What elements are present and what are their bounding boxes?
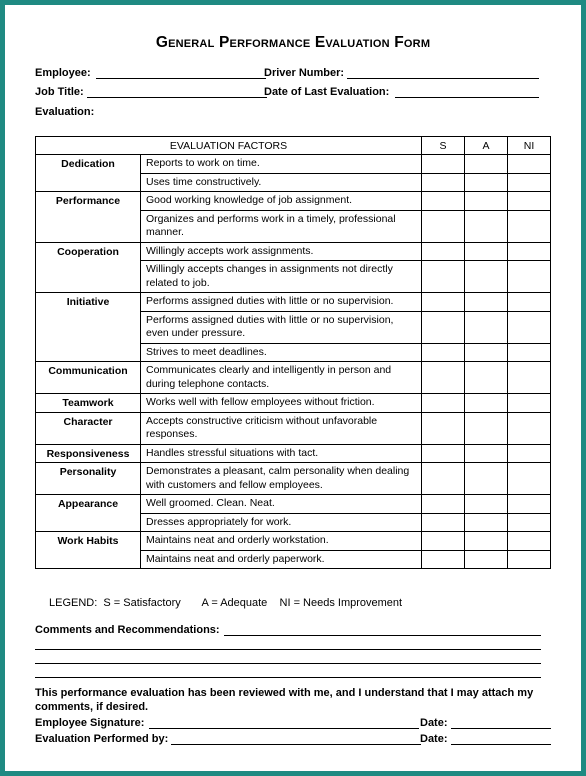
rating-a-cell[interactable] xyxy=(465,532,508,551)
rating-s-cell[interactable] xyxy=(422,192,465,211)
rating-a-cell[interactable] xyxy=(465,343,508,362)
rating-a-cell[interactable] xyxy=(465,155,508,174)
rating-ni-cell[interactable] xyxy=(508,495,551,514)
evaluation-factors-header: EVALUATION FACTORS xyxy=(36,137,422,155)
table-row xyxy=(36,394,551,413)
rating-s-cell[interactable] xyxy=(422,173,465,192)
factor-item: Communicates clearly and intelligently in person and during telephone contacts. xyxy=(141,362,422,394)
form-title: General Performance Evaluation Form xyxy=(155,34,431,51)
rating-a-cell[interactable] xyxy=(465,394,508,413)
legend: LEGEND: S = Satisfactory A = Adequate NI = Needs Improvement xyxy=(49,597,403,609)
factor-item: Reports to work on time. xyxy=(141,155,422,174)
factor-item: Well groomed. Clean. Neat. xyxy=(141,495,422,514)
factor-item: Willingly accepts changes in assignments not directly related to job. xyxy=(141,261,422,293)
rating-s-cell[interactable] xyxy=(422,513,465,532)
factor-category: Dedication xyxy=(36,155,141,192)
rating-a-cell[interactable] xyxy=(465,495,508,514)
rating-s-cell[interactable] xyxy=(422,155,465,174)
employee-date-field[interactable] xyxy=(451,717,551,729)
rating-ni-cell[interactable] xyxy=(508,412,551,444)
factor-item: Handles stressful situations with tact. xyxy=(141,444,422,463)
job-title-field[interactable] xyxy=(87,86,267,98)
rating-ni-cell[interactable] xyxy=(508,362,551,394)
table-row xyxy=(36,242,551,261)
rating-ni-cell[interactable] xyxy=(508,173,551,192)
rating-s-cell[interactable] xyxy=(422,210,465,242)
rating-a-cell[interactable] xyxy=(465,192,508,211)
rating-ni-cell[interactable] xyxy=(508,444,551,463)
satisfactory-header: S xyxy=(422,137,465,155)
rating-ni-cell[interactable] xyxy=(508,261,551,293)
factor-item: Maintains neat and orderly workstation. xyxy=(141,532,422,551)
rating-s-cell[interactable] xyxy=(422,550,465,569)
evaluation-table xyxy=(35,136,551,569)
rating-ni-cell[interactable] xyxy=(508,532,551,551)
rating-a-cell[interactable] xyxy=(465,173,508,192)
rating-a-cell[interactable] xyxy=(465,362,508,394)
table-row xyxy=(36,293,551,312)
employee-field[interactable] xyxy=(96,67,266,79)
employee-date-label: Date: xyxy=(420,717,448,729)
rating-ni-cell[interactable] xyxy=(508,550,551,569)
factor-category: Initiative xyxy=(36,293,141,362)
factor-category: Personality xyxy=(36,463,141,495)
rating-s-cell[interactable] xyxy=(422,362,465,394)
evaluator-date-label: Date: xyxy=(420,733,448,745)
rating-a-cell[interactable] xyxy=(465,463,508,495)
evaluation-label: Evaluation: xyxy=(35,106,95,118)
rating-a-cell[interactable] xyxy=(465,293,508,312)
rating-ni-cell[interactable] xyxy=(508,311,551,343)
rating-a-cell[interactable] xyxy=(465,210,508,242)
rating-s-cell[interactable] xyxy=(422,463,465,495)
comments-line[interactable] xyxy=(224,635,541,636)
rating-a-cell[interactable] xyxy=(465,261,508,293)
last-evaluation-label: Date of Last Evaluation: xyxy=(264,86,390,98)
rating-ni-cell[interactable] xyxy=(508,293,551,312)
job-title-label: Job Title: xyxy=(35,86,84,98)
evaluator-date-field[interactable] xyxy=(451,733,551,745)
rating-a-cell[interactable] xyxy=(465,513,508,532)
employee-signature-field[interactable] xyxy=(149,717,419,729)
rating-s-cell[interactable] xyxy=(422,242,465,261)
comments-line[interactable] xyxy=(35,677,541,678)
factor-category: Responsiveness xyxy=(36,444,141,463)
factor-item: Organizes and performs work in a timely, professional manner. xyxy=(141,210,422,242)
rating-s-cell[interactable] xyxy=(422,495,465,514)
factor-item: Performs assigned duties with little or no supervision, even under pressure. xyxy=(141,311,422,343)
factor-item: Demonstrates a pleasant, calm personality when dealing with customers and fellow employees. xyxy=(141,463,422,495)
factor-category: Teamwork xyxy=(36,394,141,413)
factor-item: Uses time constructively. xyxy=(141,173,422,192)
rating-ni-cell[interactable] xyxy=(508,155,551,174)
acknowledgement-statement: This performance evaluation has been reviewed with me, and I understand that I may attach my comments, if desired. xyxy=(35,687,534,713)
factor-item: Good working knowledge of job assignment. xyxy=(141,192,422,211)
rating-s-cell[interactable] xyxy=(422,394,465,413)
factor-category: Cooperation xyxy=(36,242,141,293)
rating-s-cell[interactable] xyxy=(422,293,465,312)
performed-by-label: Evaluation Performed by: xyxy=(35,733,169,745)
comments-label: Comments and Recommendations: xyxy=(35,624,220,636)
factor-item: Maintains neat and orderly paperwork. xyxy=(141,550,422,569)
adequate-header: A xyxy=(465,137,508,155)
factor-item: Performs assigned duties with little or no supervision. xyxy=(141,293,422,312)
table-row xyxy=(36,192,551,211)
employee-signature-label: Employee Signature: xyxy=(35,717,145,729)
table-header-row xyxy=(36,137,551,155)
rating-ni-cell[interactable] xyxy=(508,242,551,261)
rating-s-cell[interactable] xyxy=(422,311,465,343)
table-row xyxy=(36,412,551,444)
table-row xyxy=(36,362,551,394)
comments-line[interactable] xyxy=(35,663,541,664)
rating-s-cell[interactable] xyxy=(422,444,465,463)
driver-number-field[interactable] xyxy=(347,67,539,79)
needs-improvement-header: NI xyxy=(508,137,551,155)
table-row xyxy=(36,532,551,551)
rating-ni-cell[interactable] xyxy=(508,343,551,362)
employee-label: Employee: xyxy=(35,67,91,79)
rating-s-cell[interactable] xyxy=(422,343,465,362)
rating-s-cell[interactable] xyxy=(422,412,465,444)
comments-line[interactable] xyxy=(35,649,541,650)
table-row xyxy=(36,463,551,495)
rating-ni-cell[interactable] xyxy=(508,513,551,532)
rating-a-cell[interactable] xyxy=(465,444,508,463)
table-row xyxy=(36,444,551,463)
rating-a-cell[interactable] xyxy=(465,242,508,261)
rating-a-cell[interactable] xyxy=(465,311,508,343)
factor-category: Communication xyxy=(36,362,141,394)
rating-ni-cell[interactable] xyxy=(508,463,551,495)
rating-ni-cell[interactable] xyxy=(508,192,551,211)
rating-a-cell[interactable] xyxy=(465,412,508,444)
factor-category: Character xyxy=(36,412,141,444)
factor-item: Dresses appropriately for work. xyxy=(141,513,422,532)
table-row xyxy=(36,495,551,514)
rating-ni-cell[interactable] xyxy=(508,394,551,413)
driver-number-label: Driver Number: xyxy=(264,67,345,79)
factor-item: Works well with fellow employees without friction. xyxy=(141,394,422,413)
rating-s-cell[interactable] xyxy=(422,532,465,551)
form-page xyxy=(5,5,581,771)
last-evaluation-field[interactable] xyxy=(395,86,539,98)
rating-s-cell[interactable] xyxy=(422,261,465,293)
factor-category: Appearance xyxy=(36,495,141,532)
rating-ni-cell[interactable] xyxy=(508,210,551,242)
factor-item: Strives to meet deadlines. xyxy=(141,343,422,362)
factor-item: Willingly accepts work assignments. xyxy=(141,242,422,261)
factor-category: Performance xyxy=(36,192,141,243)
rating-a-cell[interactable] xyxy=(465,550,508,569)
factor-item: Accepts constructive criticism without unfavorable responses. xyxy=(141,412,422,444)
factor-category: Work Habits xyxy=(36,532,141,569)
performed-by-field[interactable] xyxy=(171,733,421,745)
table-row xyxy=(36,155,551,174)
